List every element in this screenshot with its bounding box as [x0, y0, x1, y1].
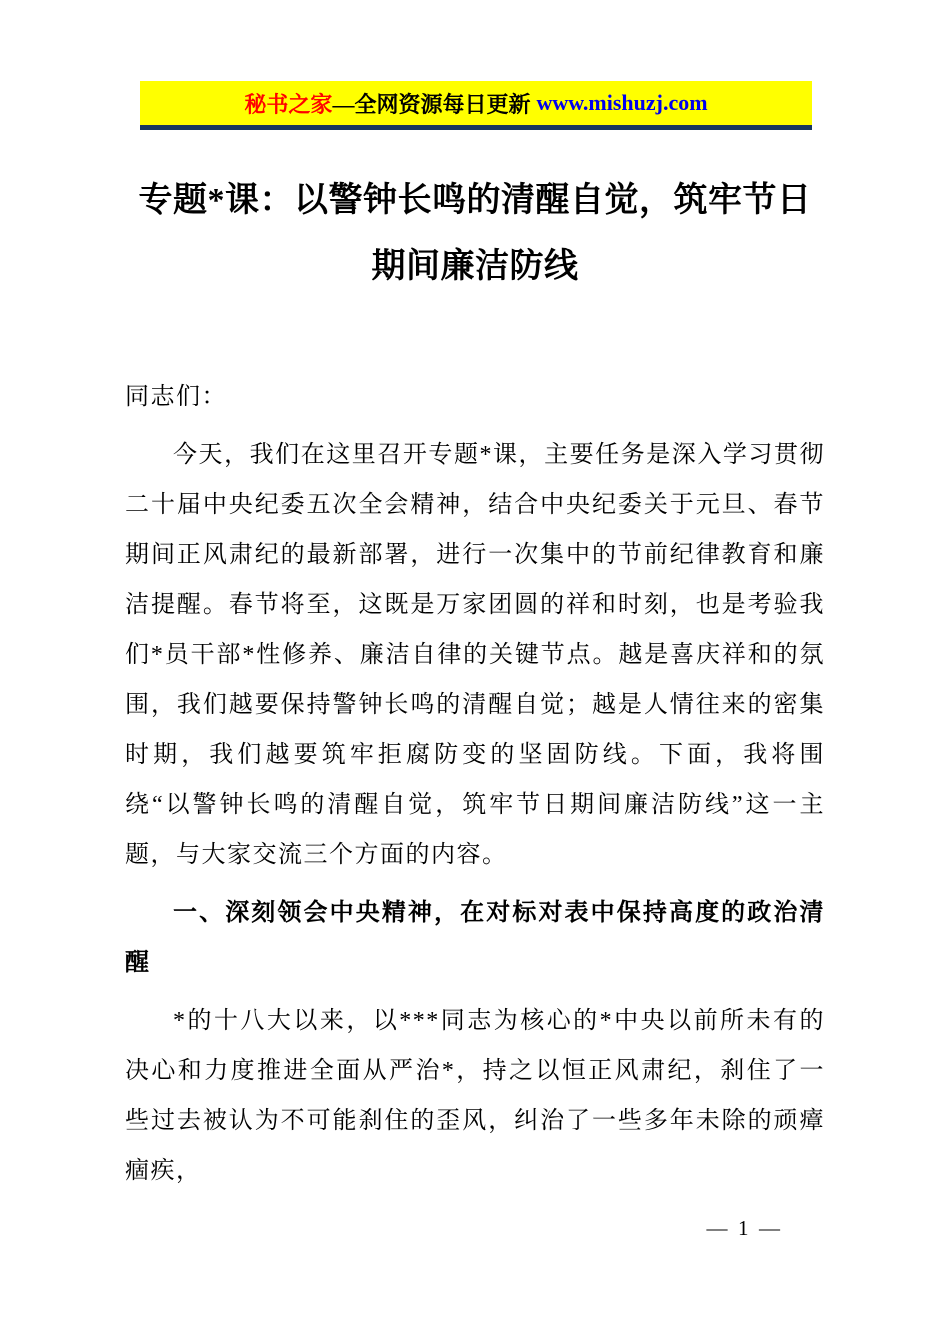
site-banner — [140, 81, 812, 125]
salutation: 同志们： — [125, 384, 227, 410]
page-number: — 1 — — [706, 1216, 780, 1240]
site-tagline: —全网资源每日更新 — [332, 91, 531, 117]
paragraph-1: 今天，我们在这里召开专题*课，主要任务是深入学习贯彻二十届中央纪委五次全会精神，结合中央纪委关于元旦、春节期间正风肃纪的最新部署，进行一次集中的节前纪律教育和廉洁提醒。春节将至，这既是万家团圆的祥和时刻，也是考验我们*员干部*性修养、廉洁自律的关键节点。越是喜庆祥和的氛围，我们越要保持警钟长鸣的清醒自觉；越是人情往来的密集时期，我们越要筑牢拒腐防变的坚固防线。下面，我将围绕“以警钟长鸣的清醒自觉，筑牢节日期间廉洁防线”这一主题，与大家交流三个方面的内容。 — [125, 442, 825, 868]
site-name: 秘书之家 — [244, 91, 333, 117]
document-body — [125, 372, 825, 1204]
document-title: 专题*课：以警钟长鸣的清醒自觉，筑牢节日期间廉洁防线 — [138, 182, 812, 285]
site-url-link[interactable]: www.mishuzj.com — [536, 90, 708, 115]
header-divider — [140, 125, 812, 130]
section-1-heading: 一、深刻领会中央精神，在对标对表中保持高度的政治清醒 — [125, 900, 825, 976]
paragraph-2: *的十八大以来，以***同志为核心的*中央以前所未有的决心和力度推进全面从严治*，持之以恒正风肃纪，刹住了一些过去被认为不可能刹住的歪风，纠治了一些多年未除的顽瘴痼疾， — [125, 1008, 825, 1184]
